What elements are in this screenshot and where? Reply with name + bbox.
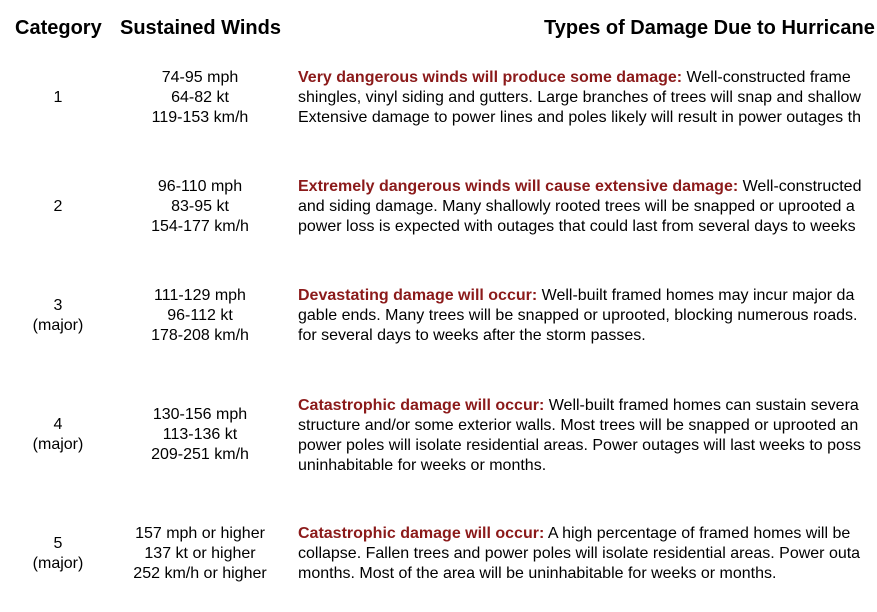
damage-lead: Devastating damage will occur: bbox=[298, 287, 538, 304]
row-4-category bbox=[0, 415, 116, 455]
category-major-label: (major) bbox=[32, 317, 84, 334]
header-category: Category bbox=[15, 17, 102, 39]
row-3-winds bbox=[120, 286, 280, 346]
damage-line-2: collapse. Fallen trees and power poles will isolate residential areas. Power outa bbox=[298, 545, 861, 562]
category-major-label: (major) bbox=[32, 436, 84, 453]
damage-text: A high percentage of framed homes will be bbox=[544, 525, 851, 542]
wind-kt: 64-82 kt bbox=[171, 89, 229, 106]
damage-lead: Catastrophic damage will occur: bbox=[298, 397, 545, 414]
wind-kmh: 252 km/h or higher bbox=[133, 565, 267, 582]
category-number: 3 bbox=[53, 297, 63, 314]
category-number: 5 bbox=[53, 535, 63, 552]
row-2-category bbox=[0, 197, 116, 217]
damage-text: Well-constructed frame bbox=[682, 69, 851, 86]
damage-line-3: power poles will isolate residential areas. Power outages will last weeks to poss bbox=[298, 437, 861, 454]
row-5-damage-description bbox=[298, 524, 877, 584]
damage-text: Well-built framed homes may incur major da bbox=[537, 287, 855, 304]
category-number: 1 bbox=[53, 89, 63, 106]
row-4-winds bbox=[120, 405, 280, 465]
damage-line-1 bbox=[298, 177, 877, 197]
damage-line-1 bbox=[298, 286, 877, 306]
row-1-winds bbox=[120, 68, 280, 128]
category-number: 4 bbox=[53, 416, 63, 433]
damage-line-2: shingles, vinyl siding and gutters. Large branches of trees will snap and shallow bbox=[298, 89, 861, 106]
damage-line-1 bbox=[298, 396, 877, 416]
damage-line-4: uninhabitable for weeks or months. bbox=[298, 457, 547, 474]
damage-line-3: Extensive damage to power lines and poles likely will result in power outages th bbox=[298, 109, 861, 126]
damage-text: Well-built framed homes can sustain severa bbox=[544, 397, 859, 414]
damage-text: Well-constructed bbox=[738, 178, 862, 195]
row-1-category bbox=[0, 88, 116, 108]
damage-line-1 bbox=[298, 68, 877, 88]
row-2-damage-description bbox=[298, 177, 877, 237]
wind-mph: 111-129 mph bbox=[154, 287, 246, 304]
wind-mph: 157 mph or higher bbox=[135, 525, 265, 542]
row-5-category bbox=[0, 534, 116, 574]
damage-line-3: power loss is expected with outages that could last from several days to weeks bbox=[298, 218, 856, 235]
damage-line-3: months. Most of the area will be uninhabitable for weeks or months. bbox=[298, 565, 777, 582]
damage-lead: Very dangerous winds will produce some damage: bbox=[298, 69, 683, 86]
row-3-damage-description bbox=[298, 286, 877, 346]
row-2-winds bbox=[120, 177, 280, 237]
wind-kmh: 178-208 km/h bbox=[151, 327, 249, 344]
row-4-damage-description bbox=[298, 396, 877, 476]
category-number: 2 bbox=[53, 198, 63, 215]
wind-kmh: 209-251 km/h bbox=[151, 446, 249, 463]
wind-kt: 113-136 kt bbox=[162, 426, 238, 443]
header-types-of-damage: Types of Damage Due to Hurricane bbox=[544, 17, 875, 39]
wind-kmh: 154-177 km/h bbox=[151, 218, 249, 235]
row-1-damage-description bbox=[298, 68, 877, 128]
damage-line-3: for several days to weeks after the storm passes. bbox=[298, 327, 646, 344]
damage-line-2: and siding damage. Many shallowly rooted trees will be snapped or uprooted a bbox=[298, 198, 855, 215]
header-sustained-winds: Sustained Winds bbox=[120, 17, 281, 39]
row-5-winds bbox=[120, 524, 280, 584]
category-major-label: (major) bbox=[32, 555, 84, 572]
row-3-category bbox=[0, 296, 116, 336]
damage-lead: Extremely dangerous winds will cause extensive damage: bbox=[298, 178, 739, 195]
wind-mph: 96-110 mph bbox=[157, 178, 243, 195]
wind-kt: 83-95 kt bbox=[171, 198, 229, 215]
wind-mph: 130-156 mph bbox=[152, 406, 248, 423]
damage-lead: Catastrophic damage will occur: bbox=[298, 525, 545, 542]
wind-mph: 74-95 mph bbox=[161, 69, 239, 86]
wind-kt: 137 kt or higher bbox=[144, 545, 256, 562]
damage-line-2: gable ends. Many trees will be snapped or uprooted, blocking numerous roads. bbox=[298, 307, 858, 324]
wind-kmh: 119-153 km/h bbox=[151, 109, 249, 126]
damage-line-2: structure and/or some exterior walls. Most trees will be snapped or uprooted an bbox=[298, 417, 859, 434]
damage-line-1 bbox=[298, 524, 877, 544]
wind-kt: 96-112 kt bbox=[167, 307, 233, 324]
